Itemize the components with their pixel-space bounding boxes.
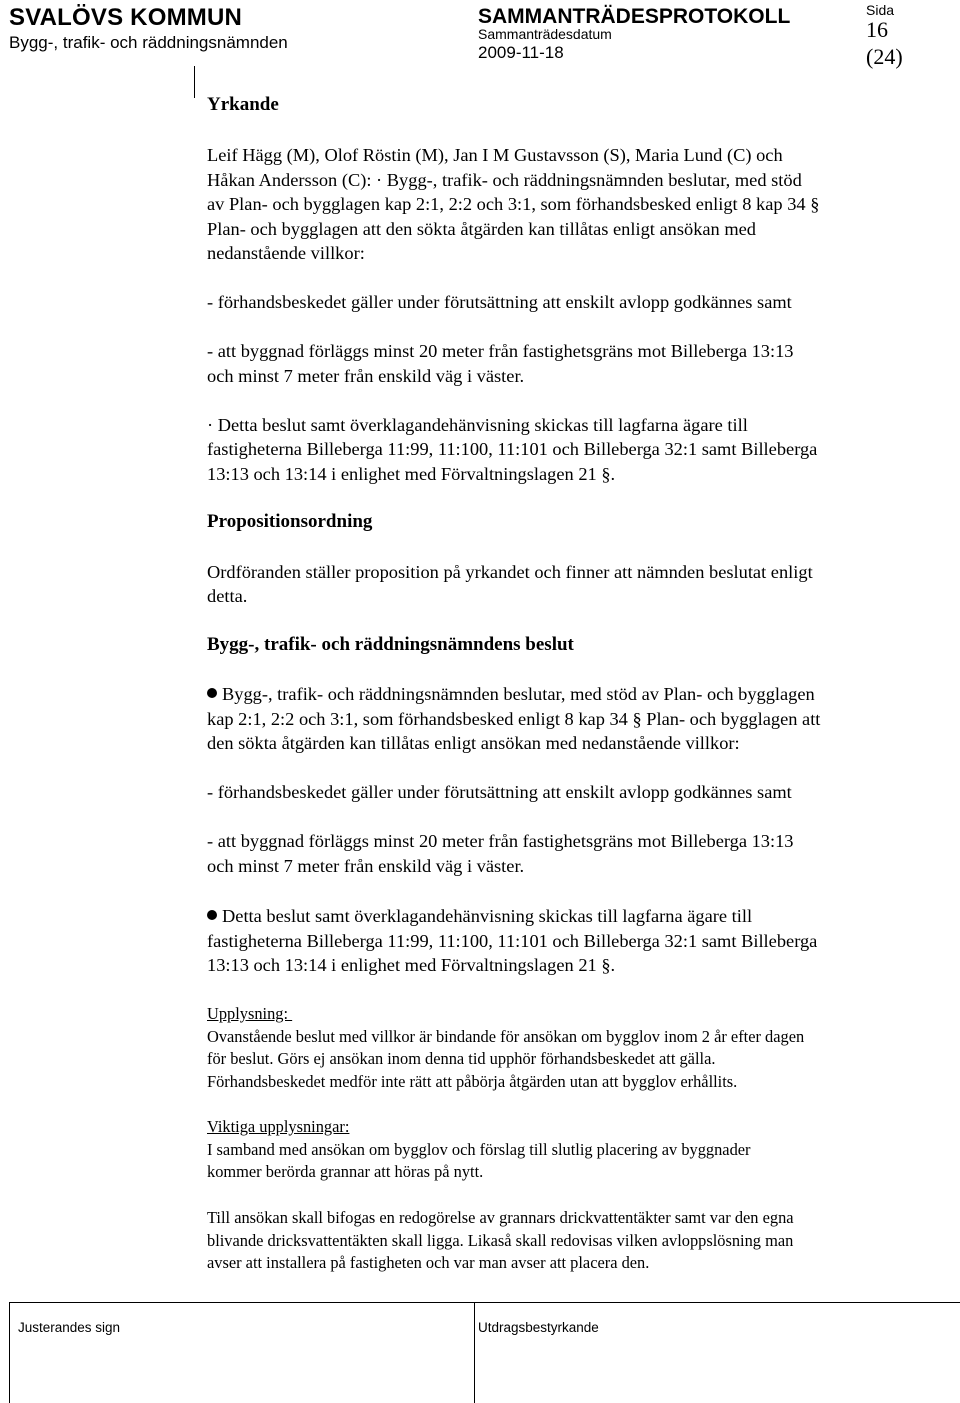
information-heading: Upplysning: — [207, 1004, 293, 1023]
committee-name: Bygg-, trafik- och räddningsnämnden — [9, 33, 288, 52]
yrkande-line: Leif Hägg (M), Olof Röstin (M), Jan I M Gustavsson (S), Maria Lund (C) och — [207, 145, 783, 165]
decision-bullet-2-line: 13:13 och 13:14 i enlighet med Förvaltningslagen 21 §. — [207, 955, 616, 975]
page-number: 16 — [866, 17, 888, 42]
meeting-date-label: Sammanträdesdatum — [478, 26, 612, 42]
municipality-name: SVALÖVS KOMMUN — [9, 4, 243, 31]
notice-line: · Detta beslut samt överklagandehänvisning skickas till lagfarna ägare till — [207, 414, 748, 435]
information-line: för beslut. Görs ej ansökan inom denna tid upphör förhandsbeskedet att gälla. — [207, 1049, 716, 1068]
proposition-line: detta. — [207, 586, 248, 606]
page-label: Sida — [866, 2, 895, 18]
footer-divider — [9, 1302, 960, 1303]
important-info-line: kommer berörda grannar att höras på nytt. — [207, 1162, 484, 1181]
yrkande-heading: Yrkande — [207, 94, 279, 115]
decision-bullet-2-text: Detta beslut samt överklagandehänvisning skickas till lagfarna ägare till — [222, 906, 753, 926]
meeting-date: 2009-11-18 — [478, 43, 564, 62]
decision-bullet-2-line: fastigheterna Billeberga 11:99, 11:100, 11:101 och Billeberga 32:1 samt Billeberga — [207, 930, 818, 951]
extract-certification-label: Utdragsbestyrkande — [478, 1320, 599, 1335]
header-divider-vertical — [194, 66, 195, 98]
yrkande-line: Håkan Andersson (C): · Bygg-, trafik- och räddningsnämnden beslutar, med stöd — [207, 169, 802, 190]
decision-condition-2-line: - att byggnad förläggs minst 20 meter från fastighetsgräns mot Billeberga 13:13 — [207, 831, 794, 851]
yrkande-line: Plan- och bygglagen att den sökta åtgärden kan tillåtas enligt ansökan med — [207, 218, 757, 239]
application-line: blivande dricksvattentäkten skall ligga. Likaså skall redovisas vilken avloppslösning man — [207, 1230, 794, 1250]
notice-line: fastigheterna Billeberga 11:99, 11:100, 11:101 och Billeberga 32:1 samt Billeberga — [207, 439, 818, 459]
decision-bullet-1-text: Bygg-, trafik- och räddningsnämnden beslutar, med stöd av Plan- och bygglagen — [222, 684, 815, 704]
decision-heading: Bygg-, trafik- och räddningsnämndens beslut — [207, 634, 574, 655]
decision-bullet-1-line: den sökta åtgärden kan tillåtas enligt ansökan med nedanstående villkor: — [207, 733, 740, 753]
decision-bullet-1-line: kap 2:1, 2:2 och 3:1, som förhandsbesked enligt 8 kap 34 § Plan- och bygglagen att — [207, 708, 821, 729]
page-total: (24) — [866, 44, 903, 69]
decision-bullet-2-line — [207, 904, 937, 928]
yrkande-line: nedanstående villkor: — [207, 243, 365, 263]
decision-bullet-1-line — [207, 682, 937, 706]
decision-condition-1: - förhandsbeskedet gäller under förutsättning att enskilt avlopp godkännes samt — [207, 782, 792, 802]
protocol-title: SAMMANTRÄDESPROTOKOLL — [478, 5, 791, 28]
application-line: avser att installera på fastigheten och var man avser att placera den. — [207, 1253, 650, 1272]
proposition-line: Ordföranden ställer proposition på yrkandet och finner att nämnden beslutat enligt — [207, 561, 813, 582]
important-info-heading: Viktiga upplysningar: — [207, 1117, 350, 1136]
bullet-icon — [207, 688, 217, 698]
notice-line: 13:13 och 13:14 i enlighet med Förvaltningslagen 21 §. — [207, 463, 616, 484]
information-line: Ovanstående beslut med villkor är bindande för ansökan om bygglov inom 2 år efter dagen — [207, 1026, 805, 1046]
decision-condition-2-line: och minst 7 meter från enskild väg i väster. — [207, 855, 525, 876]
condition-2-line: - att byggnad förläggs minst 20 meter från fastighetsgräns mot Billeberga 13:13 — [207, 341, 794, 361]
bullet-icon — [207, 910, 217, 920]
footer-divider-vertical-middle — [474, 1302, 475, 1403]
yrkande-line: av Plan- och bygglagen kap 2:1, 2:2 och 3:1, som förhandsbesked enligt 8 kap 34 § — [207, 194, 820, 214]
important-info-line: I samband med ansökan om bygglov och förslag till slutlig placering av byggnader — [207, 1139, 751, 1159]
condition-1: - förhandsbeskedet gäller under förutsättning att enskilt avlopp godkännes samt — [207, 291, 792, 312]
condition-2-line: och minst 7 meter från enskild väg i väster. — [207, 365, 525, 386]
proposition-heading: Propositionsordning — [207, 511, 373, 532]
signature-label: Justerandes sign — [18, 1320, 121, 1335]
footer-divider-vertical — [9, 1302, 10, 1403]
information-line: Förhandsbeskedet medför inte rätt att påbörja åtgärden utan att bygglov erhållits. — [207, 1071, 738, 1091]
application-line: Till ansökan skall bifogas en redogörelse av grannars drickvattentäkter samt var den egna — [207, 1208, 794, 1227]
